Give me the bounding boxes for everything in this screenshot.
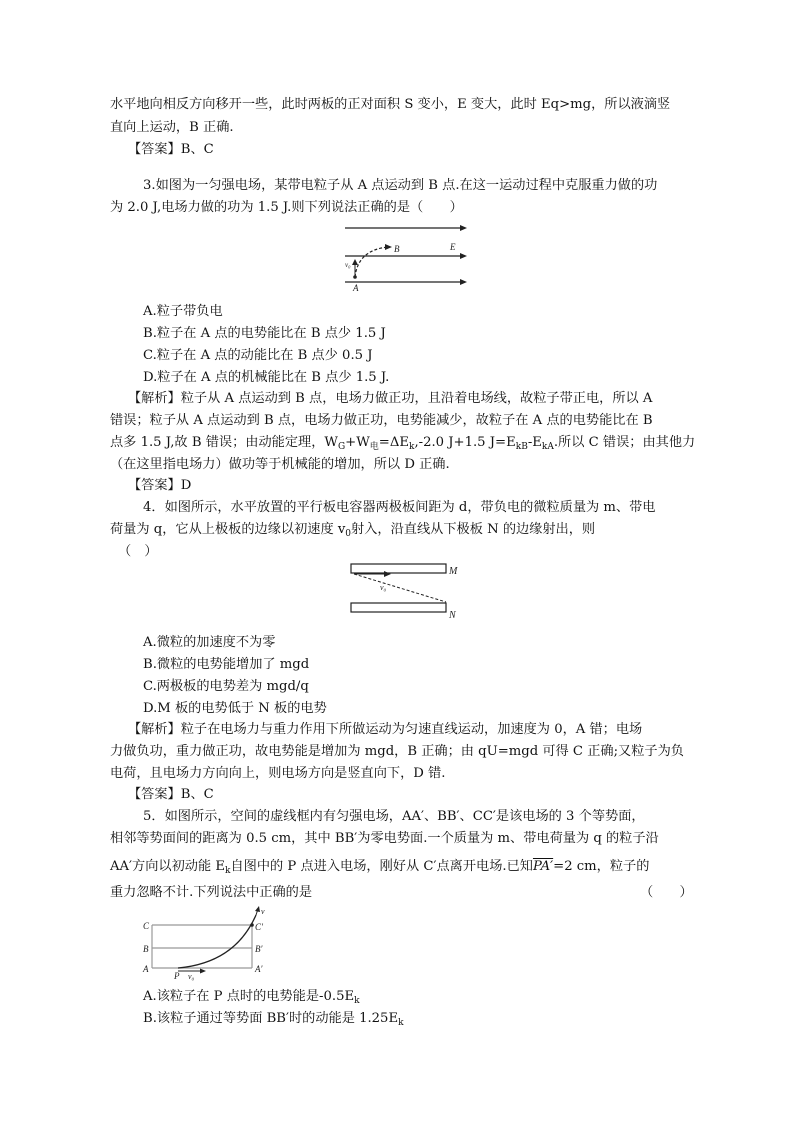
plate-m-label: M [449,566,458,577]
option-c: C.粒子在 A 点的动能比在 B 点少 0.5 J [143,348,373,363]
question-3-text: 为 2.0 J,电场力做的功为 1.5 J.则下列说法正确的是（ ） [110,200,463,215]
answer-label: 【答案】B、C [128,142,214,157]
text-line: 水平地向相反方向移开一些，此时两板的正对面积 S 变小，E 变大，此时 Eq>mg，所以液滴竖 [110,97,671,112]
explanation-text: 力做负功，重力做正功，故电势能是增加为 mgd，B 正确；由 qU=mgd 可得 C 正确;又粒子为负 [110,744,684,759]
option-d: D.粒子在 A 点的机械能比在 B 点少 1.5 J. [143,370,390,385]
plane-ap-label: A′ [255,964,263,974]
question-5-text: 5．如图所示，空间的虚线框内有匀强电场，AA′、BB′、CC′是该电场的 3 个等势面， [143,809,645,824]
velocity-label: v₀ [345,261,351,269]
explanation-text: 点多 1.5 J,故 B 错误；由动能定理，$W_G+W_电=\Delta E_k,-2.0$ J+1.5 $J=E_{kB}-E_{kA}$.所以 C 错误；由其他力 [110,435,696,452]
question-4-text: （ ） [118,544,158,559]
answer-paren: （ ） [640,885,693,900]
option-b: B.该粒子通过等势面 BB′时的动能是 $1.25E_k$ [143,1011,404,1028]
capacitor-figure [346,560,466,622]
question-3-text: 3.如图为一匀强电场，某带电粒子从 A 点运动到 B 点.在这一运动过程中克服重力做的功 [143,178,658,193]
option-d: D.M 板的电势低于 N 板的电势 [143,701,327,716]
plane-a-label: A [143,964,149,974]
answer-label: 【答案】B、C [128,787,214,802]
option-a: A.该粒子在 P 点时的电势能是$-0.5E_k$ [143,989,360,1006]
velocity-label: v₀ [188,972,195,981]
question-4-text: 荷量为 q，它从上极板的边缘以初速度 $v_0$射入，沿直线从下极板 N 的边缘射出，则 [110,522,596,539]
plane-cp-label: C′ [255,922,263,932]
question-5-text: AA′方向以初动能 $E_k$自图中的 P 点进入电场，刚好从 C′点离开电场.已知PA′=2 cm，粒子的 [110,859,650,876]
point-b-label: B [394,244,400,254]
option-a: A.粒子带负电 [143,304,223,319]
explanation-text: 【解析】粒子在电场力与重力作用下所做运动为匀速直线运动，加速度为 0，A 错；电场 [128,722,643,737]
option-b: B.粒子在 A 点的电势能比在 B 点少 1.5 J [143,326,386,341]
question-5-text: 重力忽略不计.下列说法中正确的是 [110,885,313,900]
velocity-end-label: v [261,907,265,916]
text-line: 直向上运动，B 正确. [110,120,234,135]
explanation-text: 错误；粒子从 A 点运动到 B 点，电场力做正功，电势能减少，故粒子在 A 点的电势能比在 B [110,413,653,428]
plane-c-label: C [143,921,150,931]
explanation-text: （在这里指电场力）做功等于机械能的增加，所以 D 正确. [110,457,450,472]
question-5-text: 相邻等势面间的距离为 0.5 cm，其中 BB′为零电势面.一个质量为 m、带电荷量为 q 的粒子沿 [110,831,659,846]
segment-pa-label: PA′ [532,859,554,874]
field-e-label: E [450,242,456,252]
electric-field-figure [340,220,470,292]
point-a-label: A [353,283,359,292]
explanation-text: 【解析】粒子从 A 点运动到 B 点，电场力做正功，且沿着电场线，故粒子带正电，所以 A [128,391,653,406]
equipotential-figure [140,905,275,981]
plate-n-label: N [449,610,456,621]
plane-bp-label: B′ [255,944,263,954]
point-p-label: P [174,971,180,981]
explanation-text: 电荷，且电场力方向向上，则电场方向是竖直向下，D 错. [110,766,446,781]
plane-b-label: B [143,944,149,954]
answer-label: 【答案】D [128,478,192,493]
option-c: C.两极板的电势差为 mgd/q [143,679,309,694]
option-a: A.微粒的加速度不为零 [143,635,276,650]
velocity-label: v₀ [380,583,387,592]
option-b: B.微粒的电势能增加了 mgd [143,657,310,672]
question-4-text: 4．如图所示，水平放置的平行板电容器两极板间距为 d，带负电的微粒质量为 m、带电 [143,500,656,515]
